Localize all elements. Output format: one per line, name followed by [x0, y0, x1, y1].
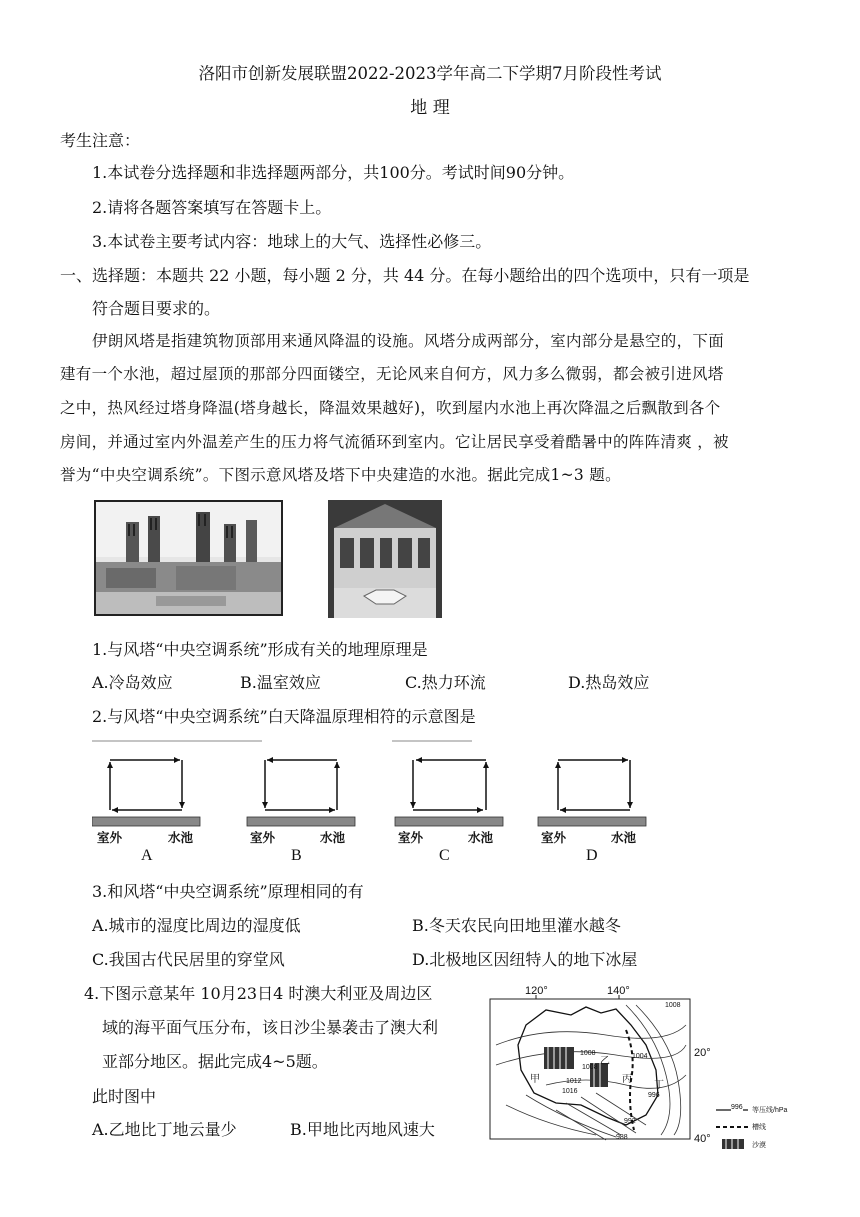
q4-intro-line: 域的海平面气压分布，该日沙尘暴袭击了澳大利: [102, 1018, 439, 1037]
diagram-b-left-label: 室外: [250, 831, 276, 845]
diagram-a-left-label: 室外: [97, 831, 123, 845]
diagram-a: [92, 760, 200, 826]
isobar-label: 1008: [582, 1064, 598, 1071]
isobar-label: 1008: [665, 1002, 681, 1009]
q3-option-b: B.冬天农民向田地里灌水越冬: [412, 916, 621, 935]
isobar-label: 992: [624, 1118, 636, 1125]
notice-item: 2.请将各题答案填写在答题卡上。: [92, 198, 332, 217]
isobar-label: 996: [648, 1092, 660, 1099]
lon-label-140: 140°: [607, 985, 630, 997]
isobar-label: 988: [616, 1134, 628, 1141]
diagram-d-left-label: 室外: [541, 831, 567, 845]
isobar-label: 1016: [562, 1088, 578, 1095]
q4-option-b: B.甲地比丙地风速大: [290, 1120, 435, 1139]
q1-option-a: A.冷岛效应: [92, 673, 173, 692]
circulation-diagrams-svg: [92, 738, 662, 868]
legend-trough-text: 槽线: [752, 1124, 766, 1131]
notice-heading: 考生注意：: [60, 131, 141, 150]
passage-line: 之中，热风经过塔身降温(塔身越长，降温效果越好)，吹到屋内水池上再次降温之后飘散到各个: [60, 399, 721, 417]
legend-isobar-value: 996: [731, 1104, 743, 1111]
place-label-yi: 乙: [600, 1056, 610, 1067]
q2-stem: 2.与风塔“中央空调系统”白天降温原理相符的示意图是: [92, 707, 476, 726]
lat-label-40: 40°: [694, 1133, 711, 1145]
q1-option-d: D.热岛效应: [568, 673, 650, 692]
place-label-bing: 丙: [622, 1074, 632, 1085]
diagram-label-d: D: [586, 847, 598, 864]
subject-title: 地 理: [410, 98, 450, 118]
passage-line: 房间，并通过室内外温差产生的压力将气流循环到室内。它让居民享受着酷暑中的阵阵清爽 ，被: [60, 433, 729, 451]
diagram-d-right-label: 水池: [611, 831, 637, 845]
legend-desert-text: 沙漠: [752, 1142, 766, 1149]
diagram-b: [247, 760, 355, 826]
lon-label-120: 120°: [525, 985, 548, 997]
diagram-c: [392, 741, 503, 826]
diagram-b-right-label: 水池: [320, 831, 346, 845]
passage-line: 建有一个水池，超过屋顶的那部分四面镂空，无论风来自何方，风力多么微弱，都会被引进风塔: [60, 365, 724, 383]
q3-stem: 3.和风塔“中央空调系统”原理相同的有: [92, 882, 364, 901]
q1-stem: 1.与风塔“中央空调系统”形成有关的地理原理是: [92, 640, 428, 659]
q4-intro-line: 4.下图示意某年 10月23日4 时澳大利亚及周边区: [84, 984, 433, 1003]
q3-option-a: A.城市的湿度比周边的湿度低: [92, 916, 301, 935]
q1-option-b: B.温室效应: [240, 673, 321, 692]
pool-interior-photo: [328, 500, 442, 618]
q4-stem: 此时图中: [92, 1087, 157, 1106]
diagram-c-left-label: 室外: [398, 831, 424, 845]
isobar-label: 1012: [566, 1078, 582, 1085]
q4-option-a: A.乙地比丁地云量少: [92, 1120, 237, 1139]
place-label-jia: 甲: [530, 1074, 540, 1085]
legend-isobar-text: 等压线/hPa: [752, 1107, 788, 1114]
lat-label-20: 20°: [694, 1047, 711, 1059]
isobar-label: 1008: [580, 1050, 596, 1057]
q3-option-c: C.我国古代民居里的穿堂风: [92, 950, 285, 969]
q3-option-d: D.北极地区因纽特人的地下冰屋: [412, 950, 638, 969]
diagram-label-c: C: [439, 847, 450, 864]
q2-diagrams: [92, 738, 662, 868]
place-label-ding: 丁: [654, 1080, 664, 1091]
wind-tower-photo: [94, 500, 283, 616]
notice-item: 3.本试卷主要考试内容：地球上的大气、选择性必修三。: [92, 232, 492, 251]
diagram-label-b: B: [291, 847, 302, 864]
notice-item: 1.本试卷分选择题和非选择题两部分，共100分。考试时间90分钟。: [92, 163, 575, 182]
isobar-label: 1004: [632, 1053, 648, 1060]
diagram-d: [538, 760, 646, 826]
diagram-label-a: A: [141, 847, 153, 864]
diagram-c-right-label: 水池: [468, 831, 494, 845]
passage-line: 誉为“中央空调系统”。下图示意风塔及塔下中央建造的水池。据此完成1~3 题。: [60, 466, 621, 484]
diagram-a-right-label: 水池: [168, 831, 194, 845]
passage-line: 伊朗风塔是指建筑物顶部用来通风降温的设施。风塔分成两部分，室内部分是悬空的，下面: [92, 332, 725, 350]
section-heading-cont: 符合题目要求的。: [92, 299, 221, 318]
q1-option-c: C.热力环流: [405, 673, 486, 692]
section-heading: 一、选择题：本题共 22 小题，每小题 2 分，共 44 分。在每小题给出的四个选项中，只有一项是: [60, 266, 750, 285]
q4-intro-line: 亚部分地区。据此完成4~5题。: [102, 1052, 328, 1071]
exam-title: 洛阳市创新发展联盟2022-2023学年高二下学期7月阶段性考试: [198, 64, 662, 83]
